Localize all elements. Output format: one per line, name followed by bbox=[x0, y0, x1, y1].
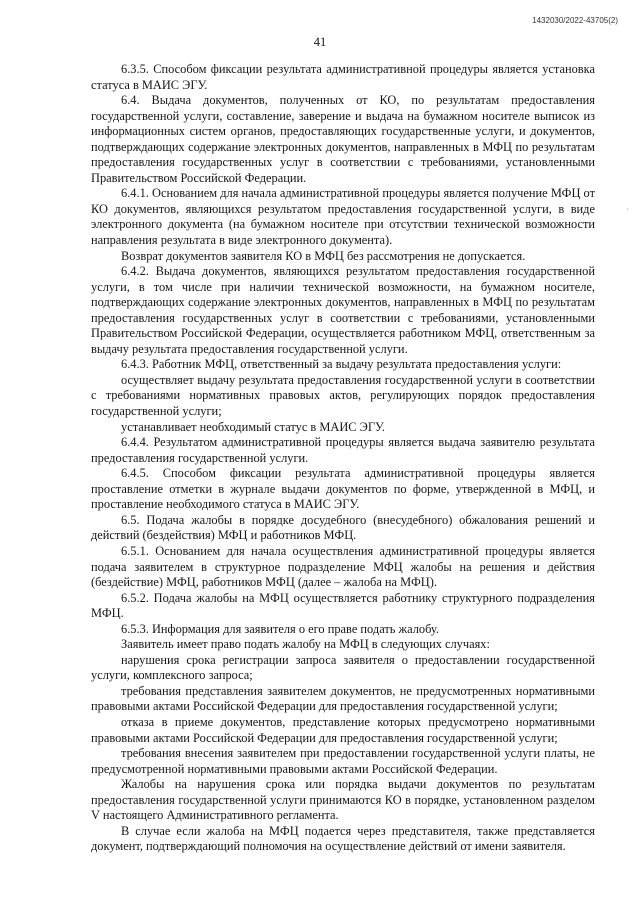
paragraph-6-3-5: 6.3.5. Способом фиксации результата административной процедуры является установка статуса в МАИС ЭГУ. bbox=[91, 62, 595, 92]
page-number: 41 bbox=[313, 35, 327, 49]
paragraph-6-4-5: 6.4.5. Способом фиксации результата административной процедуры является проставление отметки в журнале выдачи документов по форме, утвержденной в МФЦ, и проставление необходимого статуса в МАИС ЭГУ. bbox=[91, 466, 595, 512]
document-registration-code: 1432030/2022-43705(2) bbox=[532, 16, 618, 25]
paragraph-6-4: 6.4. Выдача документов, полученных от КО, по результатам предоставления государственной услуги, составление, заверение и выдача на бумажном носителе выписок из информационных систем органов, предоставляющих государственные услуги, и документов, подтверждающих содержание электронных документов, направленных в МФЦ по результатам предоставления государственных услуг в соответствии с требованиями, установленными Правительством Российской Федерации. bbox=[91, 93, 595, 185]
paragraph-case-deadline-violation: нарушения срока регистрации запроса заявителя о предоставлении государственной услуги, комплексного запроса; bbox=[91, 652, 595, 683]
paragraph-6-4-2: 6.4.2. Выдача документов, являющихся результатом предоставления государственной услуги, в том числе при наличии технической возможности, на бумажном носителе, подтверждающих содержание электронных документов, направленных в МФЦ по результатам предоставления государственных услуг в соответствии с требованиями, установленными Правительством Российской Федерации, осуществляется работником МФЦ, ответственным за выдачу результата предоставления государственной услуги. bbox=[91, 264, 595, 356]
paragraph-6-5-1: 6.5.1. Основанием для начала осуществления административной процедуры является подача заявителем в структурное подразделение МФЦ жалобы на решения и действия (бездействие) МФЦ, работников МФЦ (далее – жалоба на МФЦ). bbox=[91, 543, 595, 590]
paragraph-sets-status: устанавливает необходимый статус в МАИС ЭГУ. bbox=[121, 419, 385, 434]
paragraph-6-5: 6.5. Подача жалобы в порядке досудебного (внесудебного) обжалования решений и действий (бездействия) МФЦ и работников МФЦ. bbox=[91, 512, 595, 543]
document-body bbox=[91, 62, 595, 855]
paragraph-6-4-3: 6.4.3. Работник МФЦ, ответственный за выдачу результата предоставления услуги: bbox=[121, 357, 562, 372]
paragraph-return-of-documents: Возврат документов заявителя КО в МФЦ без рассмотрения не допускается. bbox=[121, 248, 526, 263]
paragraph-6-5-3: 6.5.3. Информация для заявителя о его праве подать жалобу. bbox=[121, 621, 439, 636]
paragraph-6-5-2: 6.5.2. Подача жалобы на МФЦ осуществляется работнику структурного подразделения МФЦ. bbox=[91, 590, 595, 621]
paragraph-representative: В случае если жалоба на МФЦ подается через представителя, также представляется документ, подтверждающий полномочия на осуществление действий от имени заявителя. bbox=[91, 823, 595, 854]
paragraph-complaint-cases-intro: Заявитель имеет право подать жалобу на МФЦ в следующих случаях: bbox=[121, 637, 490, 652]
paragraph-6-4-4: 6.4.4. Результатом административной процедуры является выдача заявителю результата предоставления государственной услуги. bbox=[91, 435, 595, 465]
paragraph-case-refusal: отказа в приеме документов, представление которых предусмотрено нормативными правовыми актами Российской Федерации для предоставления государственной услуги; bbox=[91, 714, 595, 745]
paragraph-case-fee: требования внесения заявителем при предоставлении государственной услуги платы, не предусмотренной нормативными правовыми актами Российской Федерации. bbox=[91, 746, 595, 776]
paragraph-issues-result: осуществляет выдачу результата предоставления государственной услуги в соответствии с требованиями нормативных правовых актов, регулирующих порядок предоставления государственной услуги; bbox=[91, 372, 595, 419]
paragraph-case-extra-documents: требования представления заявителем документов, не предусмотренных нормативными правовыми актами Российской Федерации для предоставления государственной услуги; bbox=[91, 683, 595, 714]
paragraph-complaints-ko: Жалобы на нарушения срока или порядка выдачи документов по результатам предоставления государственной услуги принимаются КО в порядке, установленном разделом V настоящего Административного регламента. bbox=[91, 777, 595, 823]
paragraph-6-4-1: 6.4.1. Основанием для начала административной процедуры является получение МФЦ от КО документов, являющихся результатом предоставления государственной услуги, в виде электронного документа (на бумажном носителе при отсутствии технической возможности направления результата в виде электронного документа). bbox=[91, 186, 595, 248]
margin-mark: · bbox=[626, 205, 629, 214]
